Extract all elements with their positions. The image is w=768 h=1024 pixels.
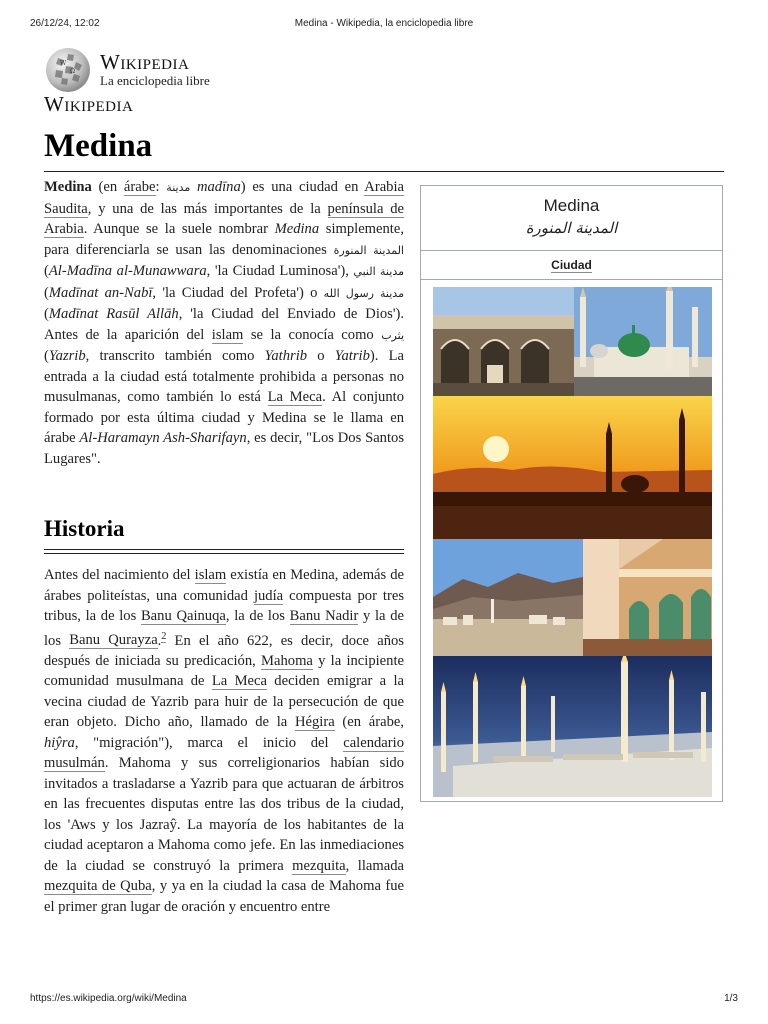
infobox-arabic-name: المدينة المنورة	[525, 219, 618, 237]
infobox-divider	[421, 279, 722, 280]
svg-text:W: W	[60, 60, 67, 67]
link-banu-nadir[interactable]: Banu Nadir	[289, 608, 359, 624]
infobox-type	[421, 258, 722, 272]
title-divider	[44, 171, 724, 172]
print-doc-title: Medina - Wikipedia, la enciclopedia libre	[294, 18, 474, 29]
wikipedia-tagline: La enciclopedia libre	[100, 73, 210, 88]
link-islam[interactable]: islam	[211, 326, 244, 343]
arabic-text: مدينة النبي	[353, 265, 404, 278]
print-page-number: 1/3	[724, 993, 738, 1004]
svg-text:Ω: Ω	[70, 68, 75, 75]
infobox	[420, 185, 723, 802]
link-islam[interactable]: islam	[194, 567, 227, 583]
arabic-text: المدينة المنورة	[333, 243, 404, 257]
historia-paragraph: Antes del nacimiento del islam existía en Medina, además de árabes politeístas, una comunidad judía compuesta por tres tribus, la de los Banu Qainuqa, la de los Banu Nadir y la de los Banu Qurayza.$^2$ En el año 622, es decir, doce años después de iniciada su predicación, Mahoma y la incipiente comunidad musulmana de La Meca deciden emigrar a la vecina ciudad de Yazrib para huir de la persecución de que eran objeto. Dicho año, llamado de la Hégira (en árabe, hiŷra, "migración"), marca el inicio del calendario musulmán. Mahoma y sus correligionarios habían sido invitados a trasladarse a Yazrib para que actuaran de árbitros en las frecuentes disputas entre las dos tribus de la ciudad, los 'Aws y los Jazraŷ. La mayoría de los habitantes de la ciudad aceptaron a Mahoma como jefe. En las inmediaciones de la ciudad se construyó la primera mezquita, llamada mezquita de Quba, y ya en la ciudad la casa de Mahoma fue el primer gran lugar de oración y encuentro entre	[44, 567, 405, 915]
link-mezquita-de-quba[interactable]: mezquita de Quba	[44, 878, 152, 895]
link-mezquita[interactable]: mezquita	[292, 857, 346, 874]
arabic-text: مدينة رسول الله	[323, 286, 404, 300]
link-ciudad[interactable]: Ciudad	[551, 258, 592, 272]
wikipedia-globe-icon[interactable]	[44, 46, 92, 94]
link-mahoma[interactable]: Mahoma	[261, 652, 313, 669]
wikipedia-wordmark[interactable]: Wikipedia	[100, 50, 190, 74]
intro-paragraph: Medina (en árabe: مدينة madīna) es una ciudad en Arabia Saudita, y una de las más importantes de la península de Arabia. Aunque se la suele nombrar Medina simplemente, para diferenciarla se usan las denominaciones المدينة المنورة (Al-Madīna al-Munawwara, 'la Ciudad Luminosa'), مدينة النبي (Madīnat an-Nabī, 'la Ciudad del Profeta') o مدينة رسول الله (Madīnat Rasūl Allāh, 'la Ciudad del Enviado de Dios'). Antes de la aparición del islam se la conocía como يثرب (Yazrib, transcrito también como Yathrib o Yatrib). La entrada a la ciudad está totalmente prohibida a personas no musulmanas, como también lo está La Meca. Al conjunto formado por esta última ciudad y Medina se le llama en árabe Al-Haramayn Ash-Sharifayn, es decir, "Los Dos Santos Lugares".	[44, 179, 405, 467]
link-banu-qainuqa[interactable]: Banu Qainuqa	[140, 608, 226, 624]
link-arabia-saudita[interactable]: Arabia Saudita	[44, 179, 405, 217]
wikipedia-wordmark-secondary: Wikipedia	[44, 92, 134, 116]
link-peninsula-arabia[interactable]: península de Arabia	[44, 200, 404, 237]
link-la-meca[interactable]: La Meca	[267, 389, 323, 405]
section-divider	[44, 549, 404, 554]
arabic-text: يثرب	[381, 328, 405, 342]
infobox-divider	[421, 250, 722, 251]
page-title: Medina	[44, 128, 153, 164]
link-judia[interactable]: judía	[253, 587, 284, 604]
photo-mosque-arcade[interactable]	[433, 287, 574, 396]
print-url: https://es.wikipedia.org/wiki/Medina	[30, 993, 187, 1004]
link-calendario-musulman[interactable]: calendario musulmán	[44, 734, 404, 772]
arabic-text: مدينة	[166, 181, 191, 194]
photo-mosque-night[interactable]	[433, 656, 712, 797]
reference-2[interactable]: 2	[161, 630, 167, 642]
photo-city-mountains[interactable]	[433, 539, 583, 656]
link-hegira[interactable]: Hégira	[294, 714, 335, 731]
print-datetime: 26/12/24, 12:02	[30, 18, 100, 29]
photo-green-dome[interactable]	[574, 287, 712, 396]
infobox-title: Medina	[543, 196, 600, 215]
link-banu-qurayza[interactable]: Banu Qurayza	[69, 632, 158, 649]
link-arabe[interactable]: árabe	[123, 179, 156, 195]
term-medina: Medina	[44, 179, 92, 195]
photo-mosque-facade[interactable]	[583, 539, 712, 656]
section-heading-historia: Historia	[44, 516, 125, 541]
photo-sunset-minarets[interactable]	[433, 396, 712, 539]
link-la-meca[interactable]: La Meca	[211, 673, 267, 690]
